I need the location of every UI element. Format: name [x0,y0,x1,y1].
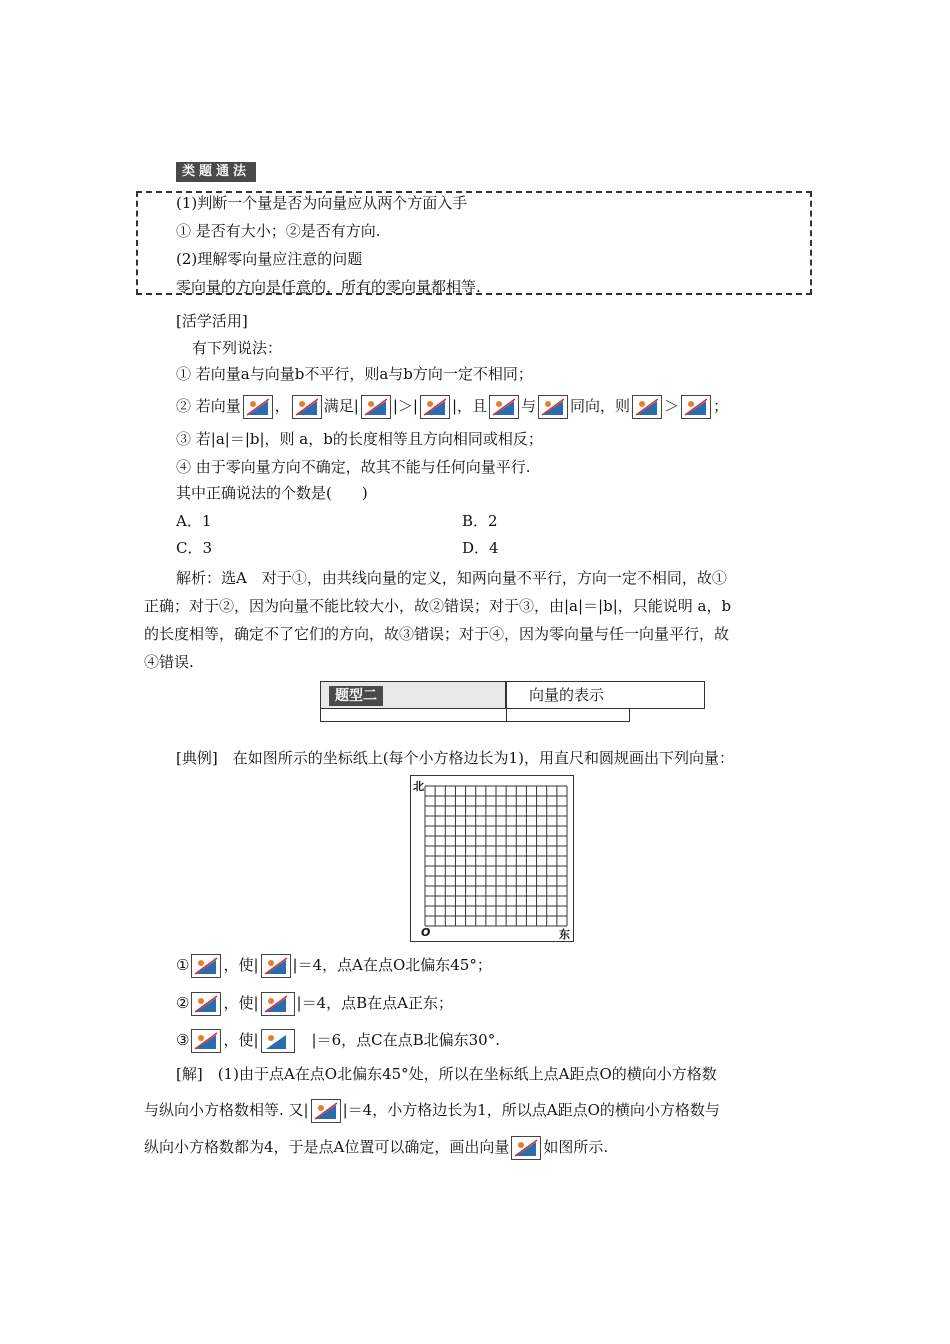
vector-image-icon [361,395,391,419]
solution-line-4: ④错误. [144,653,194,671]
example-item-2: ② ，使| |＝4，点B在点A正东； [176,990,453,1016]
section-header [320,681,705,721]
vector-image-icon [292,395,322,419]
practice-item-1: ① 若向量a与向量b不平行，则a与b方向一定不相同； [176,365,533,383]
practice-title: [活学活用] [176,312,248,330]
solution-line-3: 的长度相等，确定不了它们的方向，故③错误；对于④，因为零向量与任一向量平行，故 [144,625,730,643]
method-header: 类题通法 [176,162,256,182]
vector-image-icon [191,954,221,978]
section-title: 向量的表示 [506,681,705,709]
vector-image-icon [538,395,568,419]
method-line-1: (1)判断一个量是否为向量应从两个方面入手 [176,194,468,212]
practice-intro: 有下列说法： [192,339,283,357]
method-line-2: ① 是否有大小；②是否有方向. [176,222,381,240]
vector-image-icon [681,395,711,419]
method-line-4: 零向量的方向是任意的，所有的零向量都相等. [176,278,481,296]
grid-origin-label: O [421,926,431,939]
example-intro: [典例] 在如图所示的坐标纸上(每个小方格边长为1)，用直尺和圆规画出下列向量： [176,749,734,767]
method-line-3: (2)理解零向量应注意的问题 [176,250,363,268]
vector-image-icon [191,1029,221,1053]
option-a: A．1 [176,512,212,530]
vector-image-icon [261,1029,295,1053]
practice-item-2: ② 若向量 ， 满足| |＞| |，且 与 同向，则 ＞ ； [176,393,728,419]
vector-image-icon [243,395,273,419]
example-item-1: ① ，使| |＝4，点A在点O北偏东45°； [176,952,492,978]
solution-line-2: 正确；对于②，因为向量不能比较大小，故②错误；对于③，由|a|＝|b|，只能说明 a，b [144,597,732,615]
vector-image-icon [489,395,519,419]
grid-north-label: 北 [413,780,424,793]
option-c: C．3 [176,539,213,557]
vector-image-icon [511,1136,541,1160]
option-d: D．4 [462,539,499,557]
vector-image-icon [191,992,221,1016]
vector-image-icon [261,992,295,1016]
answer-line-3: 纵向小方格数都为4，于是点A位置可以确定，画出向量 如图所示. [144,1134,608,1160]
coordinate-grid [410,775,574,942]
vector-image-icon [632,395,662,419]
section-chip: 题型二 [329,686,383,706]
practice-question: 其中正确说法的个数是( ) [176,484,368,502]
vector-image-icon [311,1099,341,1123]
answer-line-2: 与纵向小方格数相等. 又| |＝4，小方格边长为1，所以点A距点O的横向小方格数与 [144,1097,720,1123]
practice-item-3: ③ 若|a|＝|b|，则 a，b的长度相等且方向相同或相反； [176,430,543,448]
example-item-3: ③ ，使| |＝6，点C在点B北偏东30°. [176,1027,500,1053]
vector-image-icon [420,395,450,419]
answer-line-1: [解] (1)由于点A在点O北偏东45°处，所以在坐标纸上点A距点O的横向小方格数 [176,1065,717,1083]
vector-image-icon [261,954,291,978]
practice-item-4: ④ 由于零向量方向不确定，故其不能与任何向量平行. [176,458,531,476]
solution-line-1: 解析：选A 对于①，由共线向量的定义，知两向量不平行，方向一定不相同，故① [176,569,727,587]
grid-lines [411,776,575,943]
option-b: B．2 [462,512,498,530]
grid-east-label: 东 [559,928,570,941]
